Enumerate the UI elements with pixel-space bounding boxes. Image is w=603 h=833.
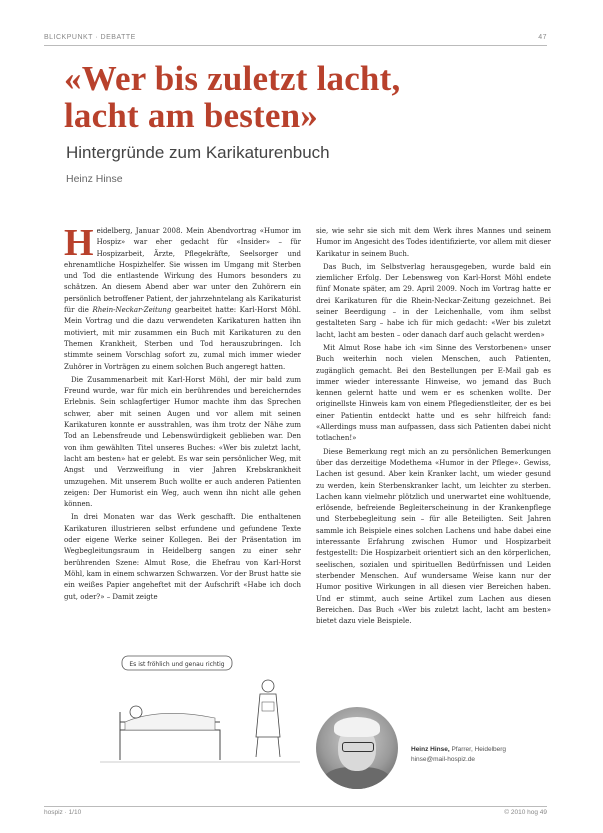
page-number: 47: [538, 34, 547, 41]
title-line-1: «Wer bis zuletzt lacht,: [64, 59, 401, 98]
title-line-2: lacht am besten»: [64, 96, 319, 135]
drop-cap: H: [64, 226, 94, 264]
cartoon-caption: Es ist fröhlich und genau richtig: [129, 661, 225, 668]
running-header-section: BLICKPUNKT · DEBATTE: [44, 34, 136, 41]
photo-glasses: [342, 742, 374, 752]
bio-name: Heinz Hinse,: [411, 746, 450, 753]
photo-hair: [334, 717, 380, 737]
left-column: [64, 226, 301, 652]
cartoon-illustration: [100, 652, 300, 767]
bio-role: Pfarrer, Heidelberg: [451, 746, 507, 753]
article-title: [64, 60, 400, 134]
paragraph: Mit Almut Rose habe ich «im Sinne des Verstorbenen» unser Buch weiterhin noch vielen Menschen, auch Patienten, zugänglich gemacht. Bei den Bestellungen per E-Mail gab es immer wieder interessante Hinweise, wo jemand das Buch kennen gelernt hatte und wem er es schenken wollte. Der originellste Hinweis kam von einem Pflegedienstleiter, der es bei einer Patientin entdeckt hatte und es sehr hilfreich fand: «Allerdings muss man aufpassen, dass sich Patienten dabei nicht totlachen!»: [316, 343, 551, 443]
paragraph: Das Buch, im Selbstverlag herausgegeben, wurde bald ein ziemlicher Erfolg. Der Lebensweg von Karl-Horst Möhl endete fünf Monate später, am 29. April 2009. Noch im Vortrag hatte er drei Karikaturen für die Rhein-Neckar-Zeitung gezeichnet. Bei seiner Beerdigung – in der Leichenhalle, vom ihm selbst gestalteten Sarg – habe ich für mich gedacht: «Wer bis zuletzt lacht, lacht am besten – oder danach darf auch gelacht werden»: [316, 262, 551, 339]
article-author: Heinz Hinse: [66, 173, 123, 185]
author-bio: [411, 745, 506, 765]
author-photo: [316, 707, 398, 789]
footer-rule: [44, 806, 547, 807]
paragraph: eidelberg, Januar 2008. Mein Abendvortrag «Humor im Hospiz» war eher gedacht für «Insider» – für Hospizarbeit, Ärzte, Pflegekräfte, Seelsorger und ehrenamtliche Hospizhelfer. Sie wissen im Umgang mit Sterben und Tod die entlastende Wirkung des Humors besonders zu schätzen. An diesem Abend aber war unter den Zuhörern ein persönlich betroffener Patient, der jahrzehntelang als Karikaturist für die Rhein-Neckar-Zeitung gearbeitet hatte: Karl-Horst Möhl. Mein Vortrag und die dazu verwendeten Karikaturen hatten ihn motiviert, mit mir zusammen ein Buch mit Karikaturen zu den Themen Krankheit, Sterben und Tod herauszubringen. Ich stimmte seinem Vorschlag sofort zu, zumal mich immer wieder Zuhörer in Vorträgen zu einem solchen Buch angeregt hatten.: [64, 227, 301, 371]
footer-right: © 2010 hog 49: [504, 809, 547, 816]
paragraph: Diese Bemerkung regt mich an zu persönlichen Bemerkungen über das derzeitige Modethema «Humor in der Pflege». Gewiss, Lachen ist gesund. Aber kein Kranker lacht, um wieder gesund zu werden, kein Sterbenskranker lacht, um leichter zu sterben. Lachen kann vielmehr plötzlich und unerwartet eine wohltuende, erlösende, befreiende Begleiterscheinung in der Krankenpflege und Sterbebegleitung sein – für alle Beteiligten. Seit Jahren sammle ich Beispiele eines solchen Lachens und habe dabei eine interessante Erfahrung zwischen Humor und Hospizarbeit festgestellt: Die Hospizarbeit orientiert sich an den körperlichen, seelischen, sozialen und spirituellen Bedürfnissen und Leiden sterbender Menschen. Auf wundersame Weise kann nur der Humor positive Wirkungen in all diesen vier Bereichen haben. Und er stimmt, auch seine Artikel zum Lachen aus diesen Bereichen. Das Buch «Wer bis zuletzt lacht, lacht am besten» bietet dazu viele Beispiele.: [316, 447, 551, 626]
header-rule: [44, 45, 547, 46]
visitor-head: [262, 680, 274, 692]
visitor-body: [256, 694, 280, 737]
paragraph: sie, wie sehr sie sich mit dem Werk ihres Mannes und seinem Humor im Angesicht des Todes identifizierte, vor allem mit dieser Karikatur in seinem Buch.: [316, 227, 551, 258]
article-subtitle: Hintergründe zum Karikaturenbuch: [66, 143, 330, 162]
right-column: [316, 226, 551, 700]
paragraph: In drei Monaten war das Werk geschafft. Die enthaltenen Karikaturen illustrieren selbst erfundene und gefundene Texte oder eigene Werke seiner Kollegen. Bei der Präsentation im Wegbegleitungsraum in Heidelberg sangen zu einer sehr berührenden Szene: Almut Rose, die Ehefrau von Karl-Horst Möhl, kam in einem schwarzen Schwarzen. Vor der Brust hatte sie ein weißes Papier angeheftet mit der Aufschrift «Habe ich doch gut, oder?» – Damit zeigte: [64, 513, 301, 601]
newspaper-name: Rhein-Neckar-Zeitung: [92, 306, 172, 315]
visitor-sign: [262, 702, 274, 711]
bio-email: hinse@mail-hospiz.de: [411, 756, 476, 763]
visitor-legs: [256, 737, 280, 757]
footer-left: hospiz · 1/10: [44, 809, 82, 816]
paragraph: Die Zusammenarbeit mit Karl-Horst Möhl, der mir bald zum Freund wurde, war für mich ein berührendes und bereicherndes Erlebnis. Sein schlagfertiger Humor machte ihm das Sprechen schwer, aber mit seinen Augen und vor allem mit seinen Karikaturen konnte er ausstrahlen, was ihm trotz der Nähe zum Tod an Lebensfreude und Lebenswürdigkeit geblieben war. Den von ihm gewählten Titel unseres Buches: «Wer bis zuletzt lacht, lacht am besten» hat er gelebt. Es war sein persönlicher Weg, mit Angst und Verzweiflung in vier Jahren Krebskrankheit umzugehen. Mit unserem Buch wollte er auch anderen Patienten zeigen: Der Humorist ein Weg, auch wenn ihn nicht alle gehen können.: [64, 375, 301, 509]
patient-head: [130, 706, 142, 718]
running-header: [44, 34, 547, 44]
